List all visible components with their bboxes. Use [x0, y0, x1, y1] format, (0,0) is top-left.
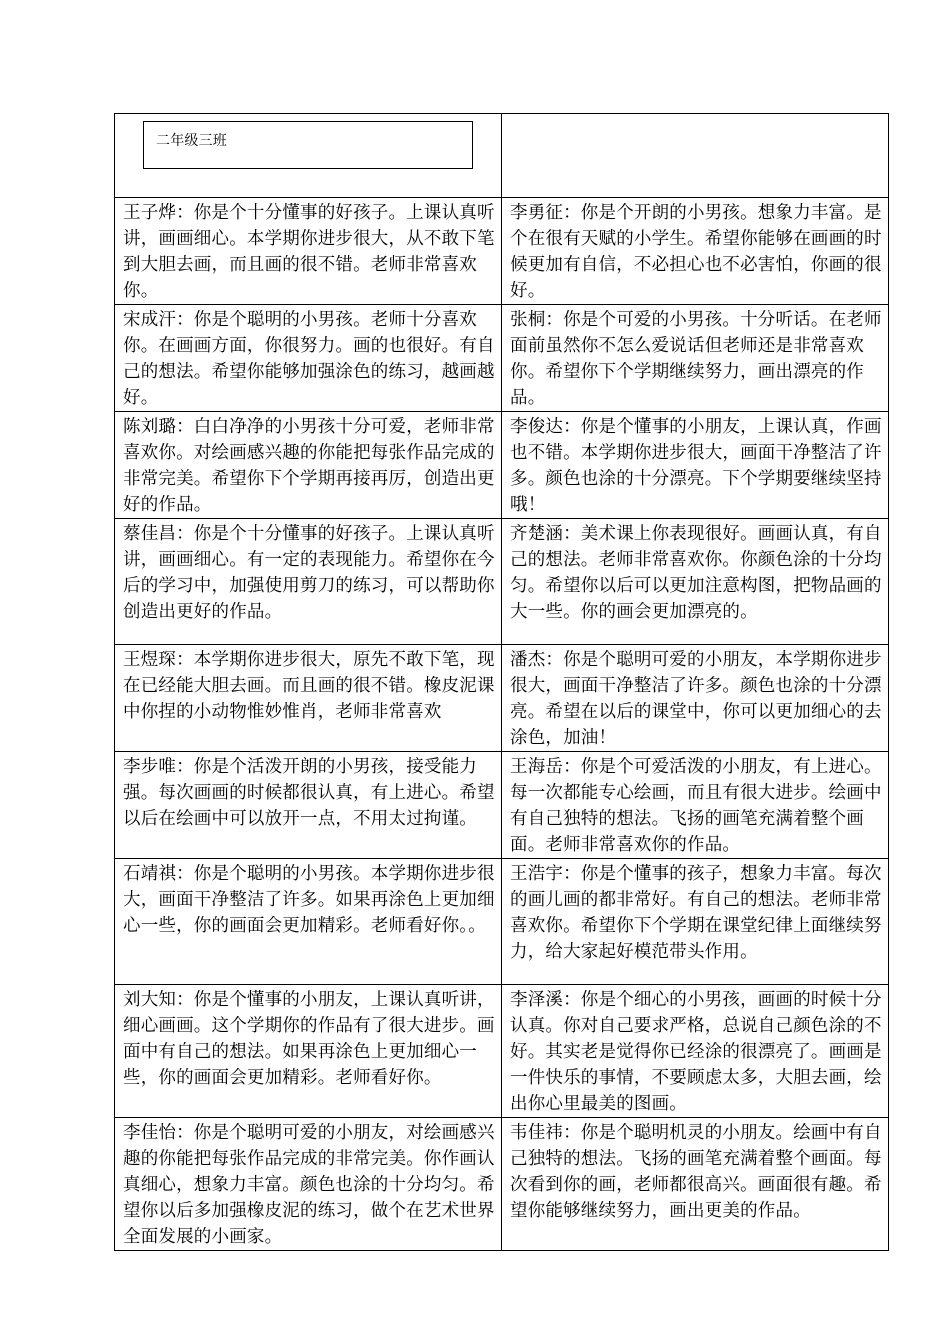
comment-cell: 王煜琛：本学期你进步很大，原先不敢下笔，现在已经能大胆去画。而且画的很不错。橡皮泥课中你捏的小动物惟妙惟肖，老师非常喜欢	[115, 645, 502, 752]
comment-cell: 韦佳祎：你是个聪明机灵的小朋友。绘画中有自己独特的想法。飞扬的画笔充满着整个画面。每次看到你的画，老师都很高兴。画面很有趣。希望你能够继续努力，画出更美的作品。	[502, 1118, 889, 1251]
comment-cell: 齐楚涵：美术课上你表现很好。画画认真，有自己的想法。老师非常喜欢你。你颜色涂的十分均匀。希望你以后可以更加注意构图，把物品画的大一些。你的画会更加漂亮的。	[502, 519, 889, 645]
table-row	[115, 198, 889, 305]
table-row	[115, 645, 889, 752]
comment-cell: 张桐：你是个可爱的小男孩。十分听话。在老师面前虽然你不怎么爱说话但老师还是非常喜欢你。希望你下个学期继续努力，画出漂亮的作品。	[502, 305, 889, 412]
comment-cell: 李佳怡：你是个聪明可爱的小朋友，对绘画感兴趣的你能把每张作品完成的非常完美。你作画认真细心，想象力丰富。颜色也涂的十分均匀。希望你以后多加强橡皮泥的练习，做个在艺术世界全面发展的小画家。	[115, 1118, 502, 1251]
comment-cell: 陈刘璐：白白净净的小男孩十分可爱，老师非常喜欢你。对绘画感兴趣的你能把每张作品完成的非常完美。希望你下个学期再接再厉，创造出更好的作品。	[115, 412, 502, 519]
table-row	[115, 1118, 889, 1251]
comment-cell: 石靖祺：你是个聪明的小男孩。本学期你进步很大，画面干净整洁了许多。如果再涂色上更加细心一些，你的画面会更加精彩。老师看好你。。	[115, 859, 502, 985]
comment-cell: 李俊达：你是个懂事的小朋友，上课认真，作画也不错。本学期你进步很大，画面干净整洁了许多。颜色也涂的十分漂亮。下个学期要继续坚持哦！	[502, 412, 889, 519]
header-cell-right	[502, 114, 889, 198]
table-row	[115, 985, 889, 1118]
class-name-box	[143, 121, 473, 169]
comment-cell: 李勇征：你是个开朗的小男孩。想象力丰富。是个在很有天赋的小学生。希望你能够在画画的时候更加有自信，不必担心也不必害怕，你画的很好。	[502, 198, 889, 305]
comment-cell: 宋成汗：你是个聪明的小男孩。老师十分喜欢你。在画画方面，你很努力。画的也很好。有自己的想法。希望你能够加强涂色的练习，越画越好。	[115, 305, 502, 412]
comment-cell: 王子烨：你是个十分懂事的好孩子。上课认真听讲，画画细心。本学期你进步很大，从不敢下笔到大胆去画，而且画的很不错。老师非常喜欢你。	[115, 198, 502, 305]
class-name: 二年级三班	[156, 133, 227, 149]
comment-cell: 王海岳：你是个可爱活泼的小朋友，有上进心。每一次都能专心绘画，而且有很大进步。绘画中有自己独特的想法。飞扬的画笔充满着整个画面。老师非常喜欢你的作品。	[502, 752, 889, 859]
table-header-row	[115, 114, 889, 198]
table-row	[115, 752, 889, 859]
comments-table	[114, 113, 889, 1251]
comment-cell: 蔡佳昌：你是个十分懂事的好孩子。上课认真听讲，画画细心。有一定的表现能力。希望你在今后的学习中，加强使用剪刀的练习，可以帮助你创造出更好的作品。	[115, 519, 502, 645]
comment-cell: 李步唯：你是个活泼开朗的小男孩，接受能力强。每次画画的时候都很认真，有上进心。希望以后在绘画中可以放开一点，不用太过拘谨。	[115, 752, 502, 859]
table-row	[115, 519, 889, 645]
comment-cell: 刘大知：你是个懂事的小朋友，上课认真听讲，细心画画。这个学期你的作品有了很大进步。画面中有自己的想法。如果再涂色上更加细心一些，你的画面会更加精彩。老师看好你。	[115, 985, 502, 1118]
comment-cell: 潘杰：你是个聪明可爱的小朋友，本学期你进步很大，画面干净整洁了许多。颜色也涂的十分漂亮。希望在以后的课堂中，你可以更加细心的去涂色，加油！	[502, 645, 889, 752]
table-row	[115, 305, 889, 412]
comment-cell: 王浩宇：你是个懂事的孩子，想象力丰富。每次的画儿画的都非常好。有自己的想法。老师非常喜欢你。希望你下个学期在课堂纪律上面继续努力，给大家起好模范带头作用。	[502, 859, 889, 985]
header-cell-left	[115, 114, 502, 198]
table-row	[115, 859, 889, 985]
comment-cell: 李泽溪：你是个细心的小男孩，画画的时候十分认真。你对自己要求严格，总说自己颜色涂的不好。其实老是觉得你已经涂的很漂亮了。画画是一件快乐的事情，不要顾虑太多，大胆去画，绘出你心里最美的图画。	[502, 985, 889, 1118]
table-row	[115, 412, 889, 519]
